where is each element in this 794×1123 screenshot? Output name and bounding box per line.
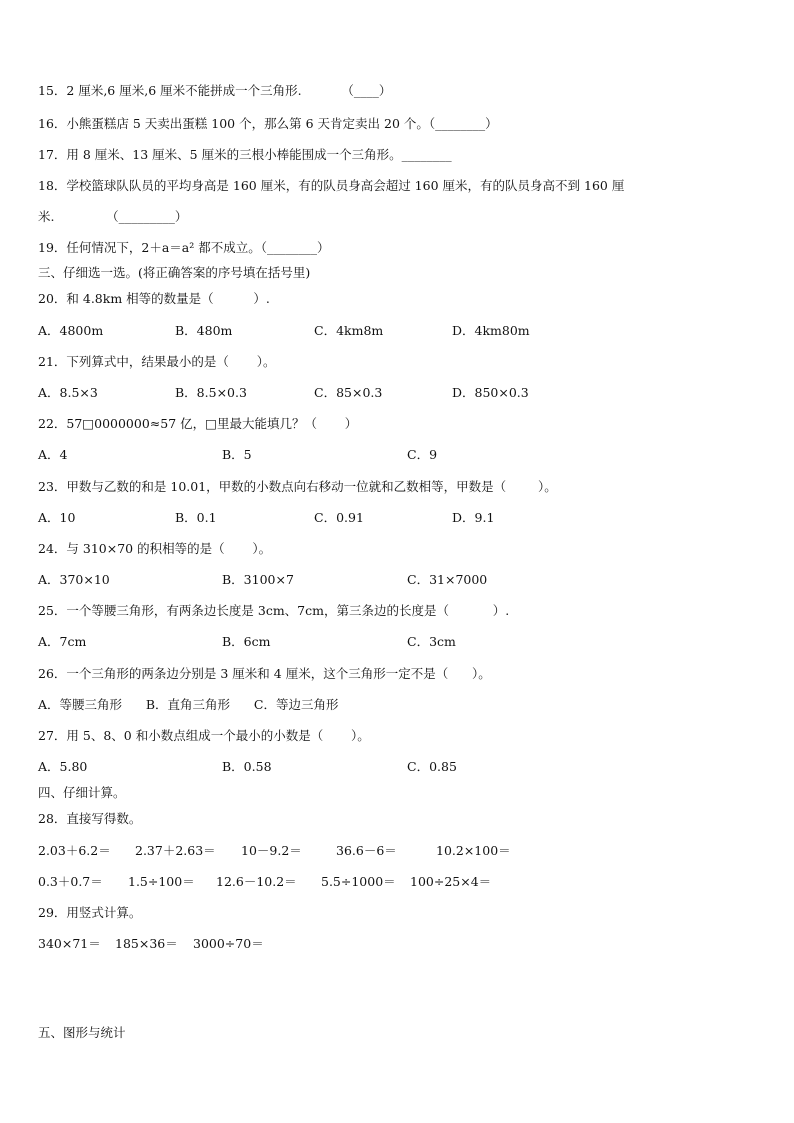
question-18-line2: 米. （_________） [38,209,188,224]
q21-option-b: B．8.5×0.3 [175,385,247,400]
question-26: 26．一个三角形的两条边分别是 3 厘米和 4 厘米，这个三角形一定不是（ ）。 [38,666,491,681]
q28-item-1: 2.03＋6.2＝ [38,843,111,858]
q29-item-3: 3000÷70＝ [193,936,264,951]
q28-item-6: 0.3＋0.7＝ [38,874,103,889]
q27-option-b: B．0.58 [222,759,272,774]
q23-option-b: B．0.1 [175,510,217,525]
section-4-heading: 四、仔细计算。 [38,785,126,800]
q23-option-c: C．0.91 [314,510,364,525]
q23-option-a: A．10 [38,510,76,525]
q25-option-a: A．7cm [38,634,87,649]
q28-item-8: 12.6－10.2＝ [216,874,297,889]
q22-option-b: B．5 [222,447,252,462]
q28-item-2: 2.37＋2.63＝ [135,843,216,858]
question-24: 24．与 310×70 的积相等的是（ ）。 [38,541,272,556]
question-19: 19．任何情况下，2＋a＝a² 都不成立。（________） [38,240,330,255]
q29-item-1: 340×71＝ [38,936,101,951]
q22-option-c: C．9 [407,447,438,462]
section-5-heading: 五、图形与统计 [38,1025,126,1040]
q27-option-a: A．5.80 [38,759,88,774]
question-28: 28．直接写得数。 [38,811,142,826]
q25-option-b: B．6cm [222,634,271,649]
q28-item-3: 10－9.2＝ [241,843,302,858]
q26-options: A．等腰三角形 B．直角三角形 C．等边三角形 [38,697,339,712]
q20-option-d: D．4km80m [452,323,530,338]
question-17: 17．用 8 厘米、13 厘米、5 厘米的三根小棒能围成一个三角形。________ [38,147,452,162]
question-21: 21．下列算式中，结果最小的是（ ）。 [38,354,276,369]
question-16: 16．小熊蛋糕店 5 天卖出蛋糕 100 个，那么第 6 天肯定卖出 20 个。（________） [38,116,498,131]
question-25: 25．一个等腰三角形，有两条边长度是 3cm、7cm，第三条边的长度是（ ）. [38,603,510,618]
question-18-line1: 18．学校篮球队队员的平均身高是 160 厘米，有的队员身高会超过 160 厘米，有的队员身高不到 160 厘 [38,178,625,193]
q23-option-d: D．9.1 [452,510,495,525]
question-27: 27．用 5、8、0 和小数点组成一个最小的小数是（ ）。 [38,728,370,743]
q27-option-c: C．0.85 [407,759,457,774]
question-15: 15．2 厘米,6 厘米,6 厘米不能拼成一个三角形. （____） [38,83,392,98]
q22-option-a: A．4 [38,447,68,462]
question-29: 29．用竖式计算。 [38,905,142,920]
question-20: 20．和 4.8km 相等的数量是（ ）. [38,291,270,306]
question-22: 22．57□0000000≈57 亿，□里最大能填几？（ ） [38,416,358,431]
q21-option-d: D．850×0.3 [452,385,529,400]
q24-option-b: B．3100×7 [222,572,294,587]
question-23: 23．甲数与乙数的和是 10.01，甲数的小数点向右移动一位就和乙数相等，甲数是（ ）。 [38,479,557,494]
q20-option-a: A．4800m [38,323,104,338]
q21-option-a: A．8.5×3 [38,385,98,400]
q28-item-5: 10.2×100＝ [436,843,511,858]
q20-option-c: C．4km8m [314,323,384,338]
q28-item-7: 1.5÷100＝ [128,874,195,889]
q28-item-4: 36.6－6＝ [336,843,397,858]
q24-option-a: A．370×10 [38,572,110,587]
q20-option-b: B．480m [175,323,233,338]
q29-item-2: 185×36＝ [115,936,178,951]
q21-option-c: C．85×0.3 [314,385,383,400]
q25-option-c: C．3cm [407,634,456,649]
q24-option-c: C．31×7000 [407,572,488,587]
q28-item-10: 100÷25×4＝ [410,874,492,889]
q28-item-9: 5.5÷1000＝ [321,874,396,889]
section-3-heading: 三、仔细选一选。(将正确答案的序号填在括号里) [38,265,311,280]
